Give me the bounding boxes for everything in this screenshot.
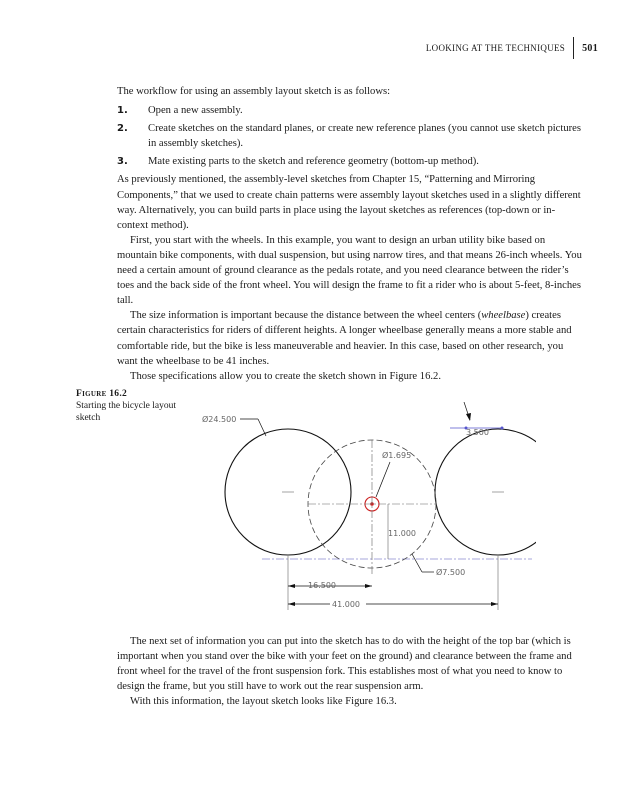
intro-paragraph: The workflow for using an assembly layout sketch is as follows: — [117, 86, 391, 97]
steps-list — [117, 103, 585, 169]
dim-wheelbase: 41.000 — [332, 600, 360, 609]
figure-caption-text: Starting the bicycle layout sketch — [76, 401, 176, 423]
figure-label: Figure 16.2 — [76, 389, 128, 399]
arrowhead — [288, 584, 295, 588]
step-text: Mate existing parts to the sketch and reference geometry (bottom-up method). — [148, 156, 479, 168]
dim-wheel-diameter: Ø24.500 — [202, 415, 237, 424]
dim-pedal-circle: Ø7.500 — [436, 568, 466, 577]
running-title: LOOKING AT THE TECHNIQUES — [425, 43, 566, 53]
dim-clearance: 11.000 — [388, 529, 416, 538]
step-text: Open a new assembly. — [148, 105, 243, 117]
paragraph: As previously mentioned, the assembly-level sketches from Chapter 15, “Patterning and Mirroring Components,” that we used to create chain patterns were assembly layout sketches used in a slightly different way. Alternatively, you can build parts in place using the layout sketches as references (top-down or in-context method). — [117, 174, 581, 231]
step-item — [117, 121, 585, 151]
dim-half-wheelbase: 16.500 — [308, 581, 336, 590]
paragraph: With this information, the layout sketch looks like Figure 16.3. — [130, 696, 397, 708]
arrowhead — [365, 584, 372, 588]
leader-line — [412, 554, 422, 572]
main-text — [117, 84, 585, 384]
emphasis-term: wheelbase — [481, 310, 526, 322]
paragraph: Those specifications allow you to create the sketch shown in Figure 16.2. — [130, 370, 441, 382]
paragraph: First, you start with the wheels. In this example, you want to design an urban utility bike based on mountain bike components, with dual suspension, but using narrow tires, and that means 26-inch wheels. You need a certain amount of ground clearance as the pedals rotate, and you need clearance between the rider’s toes and the back side of the front wheel. You will design the frame to fit a rider who is about 5-feet, 8-inches tall. — [117, 234, 582, 307]
reference-point — [501, 427, 504, 430]
leader-line — [258, 419, 266, 436]
front-wheel — [435, 429, 536, 555]
running-header — [426, 38, 598, 58]
step-number: 3. — [117, 156, 128, 168]
step-item — [117, 154, 585, 169]
bicycle-layout-sketch — [196, 402, 536, 616]
header-divider — [573, 37, 574, 59]
arrowhead — [288, 602, 295, 606]
step-number: 2. — [117, 123, 128, 135]
paragraph: The next set of information you can put into the sketch has to do with the height of the top bar (which is important when you stand over the bike with your feet on the ground) and clearance between the frame and front wheel for the travel of the front suspension fork. This establishes most of what you need to know to design the frame, but you still have to work out the rear suspension arm. — [117, 636, 572, 693]
dim-crank-diameter: Ø1.695 — [382, 451, 412, 460]
step-text: Create sketches on the standard planes, or create new reference planes (you cannot use sketch pictures in assembly sketches). — [148, 123, 581, 150]
step-number: 1. — [117, 105, 128, 117]
leader-line — [376, 462, 390, 497]
page-number: 501 — [582, 42, 598, 54]
figure-caption — [76, 388, 186, 424]
dim-top-offset: 3.500 — [466, 428, 489, 437]
step-item — [117, 103, 585, 118]
paragraph — [117, 308, 585, 368]
closing-text — [117, 634, 585, 709]
paragraph-text: ) creates certain characteristics for riders of different heights. A longer wheelbase generally means a more stable and comfortable ride, but the bike is less maneuverable and heavier. In this case, based on other research, you want the wheelbase to be 41 inches. — [117, 310, 572, 367]
arrowhead — [491, 602, 498, 606]
paragraph-text: The size information is important because the distance between the wheel centers ( — [130, 310, 482, 322]
